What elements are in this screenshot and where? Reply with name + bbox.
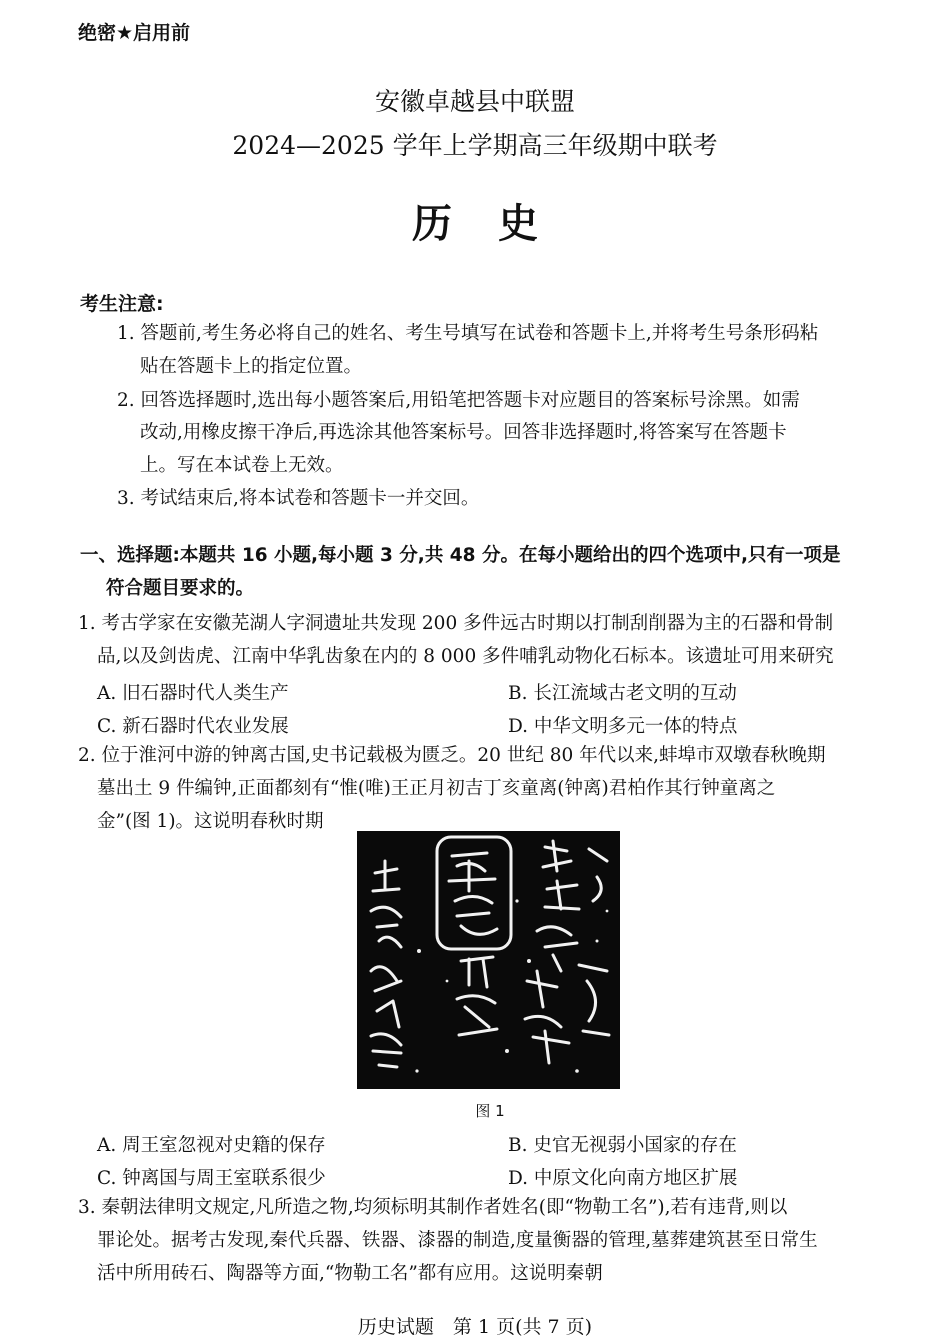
q3-stem-line-3: 活中所用砖石、陶器等方面,“物勒工名”都有应用。这说明秦朝 [97, 1263, 603, 1284]
q2-stem-line-2: 墓出土 9 件编钟,正面都刻有“惟(唯)王正月初吉丁亥童离(钟离)君柏作其行钟童离之 [97, 778, 776, 799]
q2-option-b: B. 史官无视弱小国家的存在 [508, 1135, 737, 1156]
q1-option-a: A. 旧石器时代人类生产 [97, 683, 289, 704]
alliance-name: 安徽卓越县中联盟 [374, 87, 575, 116]
notice-item-1-line-2: 贴在答题卡上的指定位置。 [140, 356, 363, 377]
q1-stem-line-2: 品,以及剑齿虎、江南中华乳齿象在内的 8 000 多件哺乳动物化石标本。该遗址可用来研究 [97, 646, 834, 667]
bronze-bell-inscription-rubbing [357, 831, 620, 1089]
q3-stem-line-1: 3. 秦朝法律明文规定,凡所造之物,均须标明其制作者姓名(即“物勒工名”),若有违背,则以 [78, 1197, 788, 1218]
q1-stem-line-1: 1. 考古学家在安徽芜湖人字洞遗址共发现 200 多件远古时期以打制刮削器为主的石器和骨制 [78, 613, 834, 634]
notice-heading: 考生注意: [80, 293, 164, 315]
notice-item-2-line-3: 上。写在本试卷上无效。 [140, 455, 344, 476]
figure-caption: 图 1 [475, 1102, 505, 1120]
q3-stem-line-2: 罪论处。据考古发现,秦代兵器、铁器、漆器的制造,度量衡器的管理,墓葬建筑甚至日常生 [97, 1230, 818, 1251]
q2-option-a: A. 周王室忽视对史籍的保存 [97, 1135, 326, 1156]
exam-title: 2024—2025 学年上学期高三年级期中联考 [232, 131, 718, 160]
q1-option-d: D. 中华文明多元一体的特点 [508, 716, 738, 737]
notice-item-2-line-1: 2. 回答选择题时,选出每小题答案后,用铅笔把答题卡对应题目的答案标号涂黑。如需 [117, 390, 800, 411]
section-heading-line-1: 一、选择题:本题共 16 小题,每小题 3 分,共 48 分。在每小题给出的四个选项中,只有一项是 [80, 545, 841, 566]
notice-item-3: 3. 考试结束后,将本试卷和答题卡一并交回。 [117, 488, 480, 509]
secret-mark: 绝密★启用前 [78, 22, 191, 44]
q2-option-d: D. 中原文化向南方地区扩展 [508, 1168, 738, 1189]
q2-stem-line-3: 金”(图 1)。这说明春秋时期 [97, 811, 324, 832]
notice-item-2-line-2: 改动,用橡皮擦干净后,再选涂其他答案标号。回答非选择题时,将答案写在答题卡 [140, 422, 787, 443]
subject-title: 历史 [412, 200, 584, 247]
q2-stem-line-1: 2. 位于淮河中游的钟离古国,史书记载极为匮乏。20 世纪 80 年代以来,蚌埠市双墩春秋晚期 [78, 745, 826, 766]
q1-option-b: B. 长江流域古老文明的互动 [508, 683, 737, 704]
page-footer: 历史试题 第 1 页(共 7 页) [357, 1316, 593, 1338]
q2-option-c: C. 钟离国与周王室联系很少 [97, 1168, 326, 1189]
section-heading-line-2: 符合题目要求的。 [106, 578, 255, 599]
inscription-rubbing-image [357, 831, 620, 1089]
q1-option-c: C. 新石器时代农业发展 [97, 716, 289, 737]
notice-item-1-line-1: 1. 答题前,考生务必将自己的姓名、考生号填写在试卷和答题卡上,并将考生号条形码粘 [117, 323, 819, 344]
